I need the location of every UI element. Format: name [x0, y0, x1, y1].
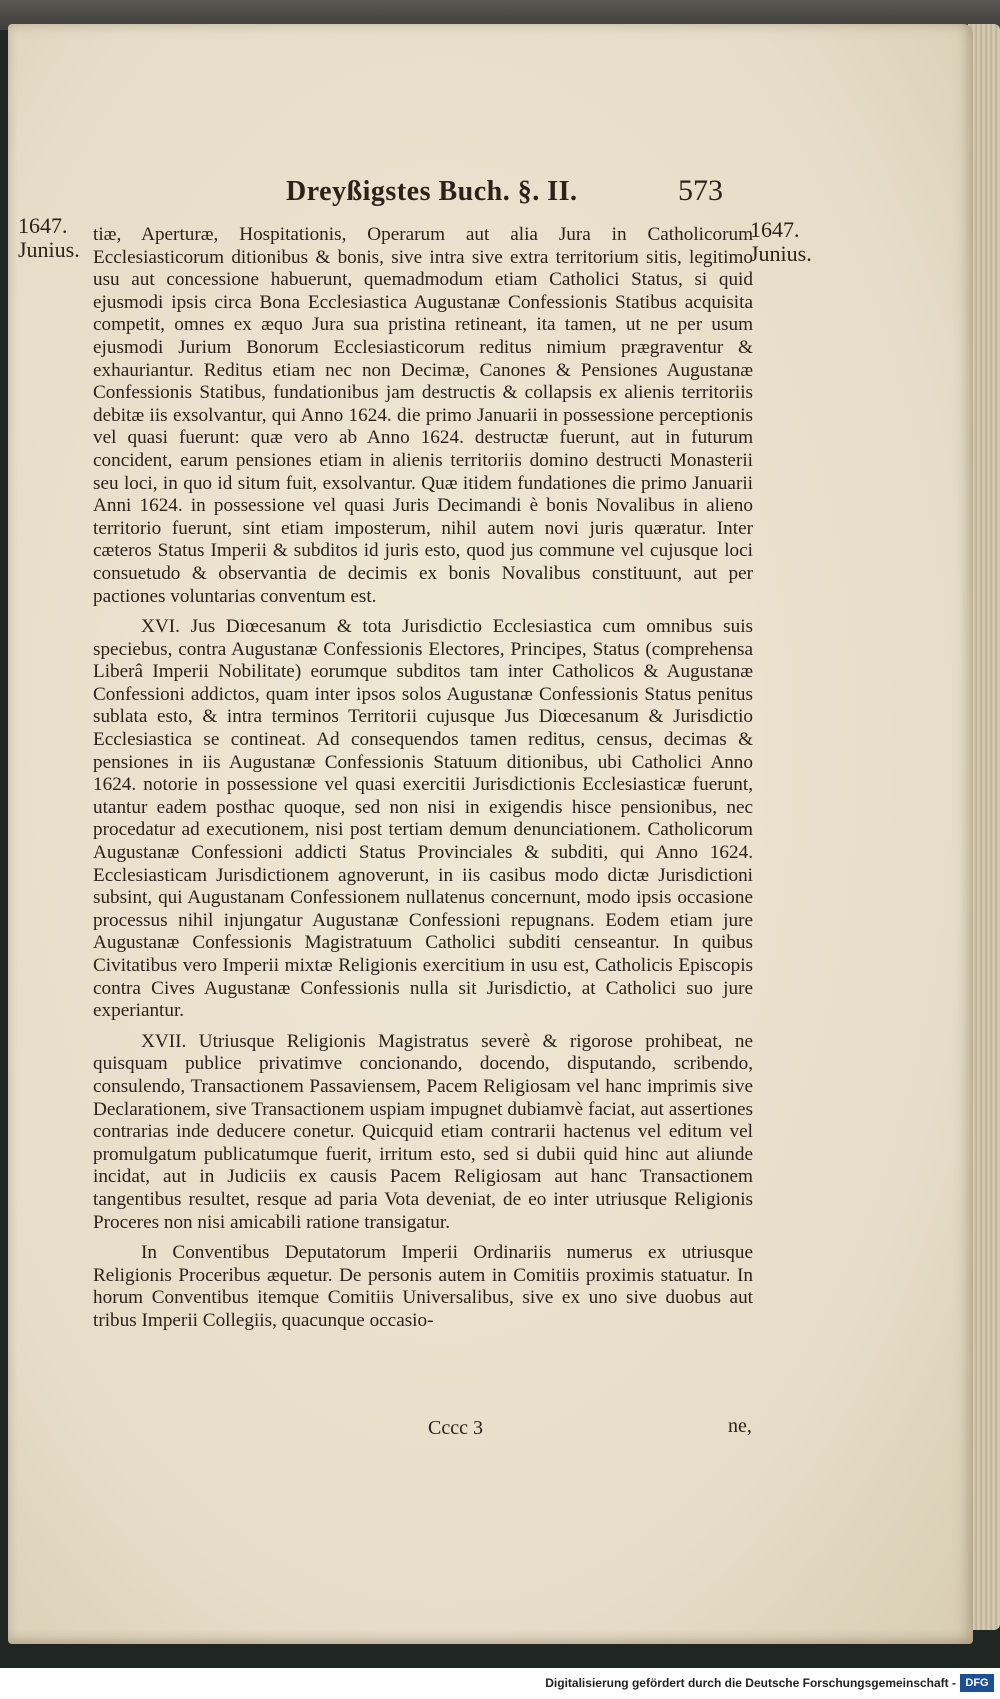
funding-credit: Digitalisierung gefördert durch die Deutsche Forschungsgemeinschaft -	[545, 1676, 956, 1690]
right-margin-month: Junius.	[750, 241, 812, 266]
running-title: Dreyßigstes Buch. §. II.	[286, 176, 578, 207]
right-margin-year: 1647.	[750, 217, 800, 242]
body-text	[93, 224, 753, 1341]
paragraph-continuation: tiæ, Aperturæ, Hospitationis, Operarum aut alia Jura in Catholicorum Ecclesiasticorum ditionibus & bonis, sive intra sive extra territorium sitis, legitimo usu aut concessione habuerunt, quemadmodum etiam Catholici Status, si quid ejusmodi ipsis circa Bona Ecclesiastica Augustanæ Confessionis Statibus acquisita competit, omnes ex æquo Jura sua pristina retineant, ita tamen, ut ne per usum ejusmodi Jurium Bonorum Ecclesiasticorum reditus nimium prægraventur & exhauriantur. Reditus etiam nec non Decimæ, Canones & Pensiones Augustanæ Confessionis Statibus, fundationibus jam destructis & collapsis ex alienis territoriis debitæ iis exsolvantur, qui Anno 1624. die primo Januarii in possessione perceptionis vel quasi fuerunt: quæ vero ab Anno 1624. destructæ fuerunt, aut in futurum concident, earum pensiones etiam in alienis territoriis domino destructi Monasterii seu loci, in quo id situm fuit, exsolvantur. Quæ itidem fundationes die primo Januarii Anni 1624. in possessione vel quasi Juris Decimandi è bonis Novalibus in alieno territorio fuerunt, sint etiam imposterum, nihil autem novi juris quæratur. Inter cæteros Status Imperii & subditos id juris esto, quod jus commune vel cujusque loci consuetudo & observantia de decimis ex bonis Novalibus constituunt, aut per pactiones voluntarias conventum est.	[93, 224, 753, 607]
page-header	[8, 154, 973, 214]
page-number: 573	[678, 174, 723, 207]
catchword: ne,	[728, 1415, 752, 1437]
book-page	[8, 24, 973, 1644]
digitization-footer	[0, 1668, 1000, 1699]
paragraph-section-xvii: XVII. Utriusque Religionis Magistratus severè & rigorose prohibeat, ne quisquam publice privatimve concionando, docendo, disputando, scribendo, consulendo, Transactionem Passaviensem, Pacem Religiosam vel hanc imprimis sive Declarationem, sive Transactionem uspiam impugnet dubiamvè faciat, aut assertiones contrarias inde deducere conetur. Quicquid etiam contrarii hactenus vel editum vel promulgatum publicatumque fuerit, irritum esto, sed si dubii quid hinc aut aliunde incidat, aut in Judiciis ex causis Pacem Religiosam aut hanc Transactionem tangentibus resultet, resque ad paria Vota deveniat, de eo inter utriusque Religionis Proceres non nisi amicabili ratione transigatur.	[93, 1030, 753, 1233]
left-margin-year: 1647.	[18, 213, 68, 238]
right-margin-note	[750, 218, 840, 266]
left-margin-month: Junius.	[18, 237, 80, 262]
dfg-logo-icon: DFG	[960, 1674, 994, 1692]
paragraph-conventus: In Conventibus Deputatorum Imperii Ordinariis numerus ex utriusque Religionis Proceribus æquetur. De personis autem in Comitiis proximis statuatur. In horum Conventibus itemque Comitiis Universalibus, sive ex uno sive duobus aut tribus Imperii Collegiis, quacunque occasio-	[93, 1242, 753, 1331]
left-margin-note	[18, 214, 88, 262]
signature-mark: Cccc 3	[428, 1417, 483, 1439]
paragraph-section-xvi: XVI. Jus Diœcesanum & tota Jurisdictio Ecclesiastica cum omnibus suis speciebus, contra Augustanæ Confessionis Electores, Principes, Status (comprehensa Liberâ Imperii Nobilitate) eorumque subditos tam inter Catholicos & Augustanæ Confessioni addictos, quam inter ipsos solos Augustanæ Confessionis Status penitus sublata esto, & intra terminos Territorii cujusque Jus Diœcesanum & Jurisdictio Ecclesiastica se contineat. Ad consequendos tamen reditus, census, decimas & pensiones in iis Augustanæ Confessionis Statuum ditionibus, ubi Catholici Anno 1624. notorie in possessione vel quasi exercitii Jurisdictionis Ecclesiasticæ fuerunt, utantur eadem posthac quoque, sed non nisi in exigendis hisce pensionibus, nec procedatur ad executionem, nisi post tertiam demum denunciationem. Catholicorum Augustanæ Confessioni addicti Status Provinciales & subditi, qui Anno 1624. Ecclesiasticam Jurisdictionem agnoverunt, in iis casibus modo dictæ Jurisdictioni subsint, qui Augustanam Confessionem nullatenus concernunt, modo ipsis occasione processus nihil injungatur Augustanæ Confessioni repugnans. Eodem etiam jure Augustanæ Confessionis Magistratuum Catholici subditi censeantur. In quibus Civitatibus vero Imperii mixtæ Religionis exercitium in usu est, Catholicis Episcopis contra Cives Augustanæ Confessionis nulla sit Jurisdictio, at Catholici suo jure experiantur.	[93, 616, 753, 1022]
page-foot	[8, 1417, 973, 1447]
